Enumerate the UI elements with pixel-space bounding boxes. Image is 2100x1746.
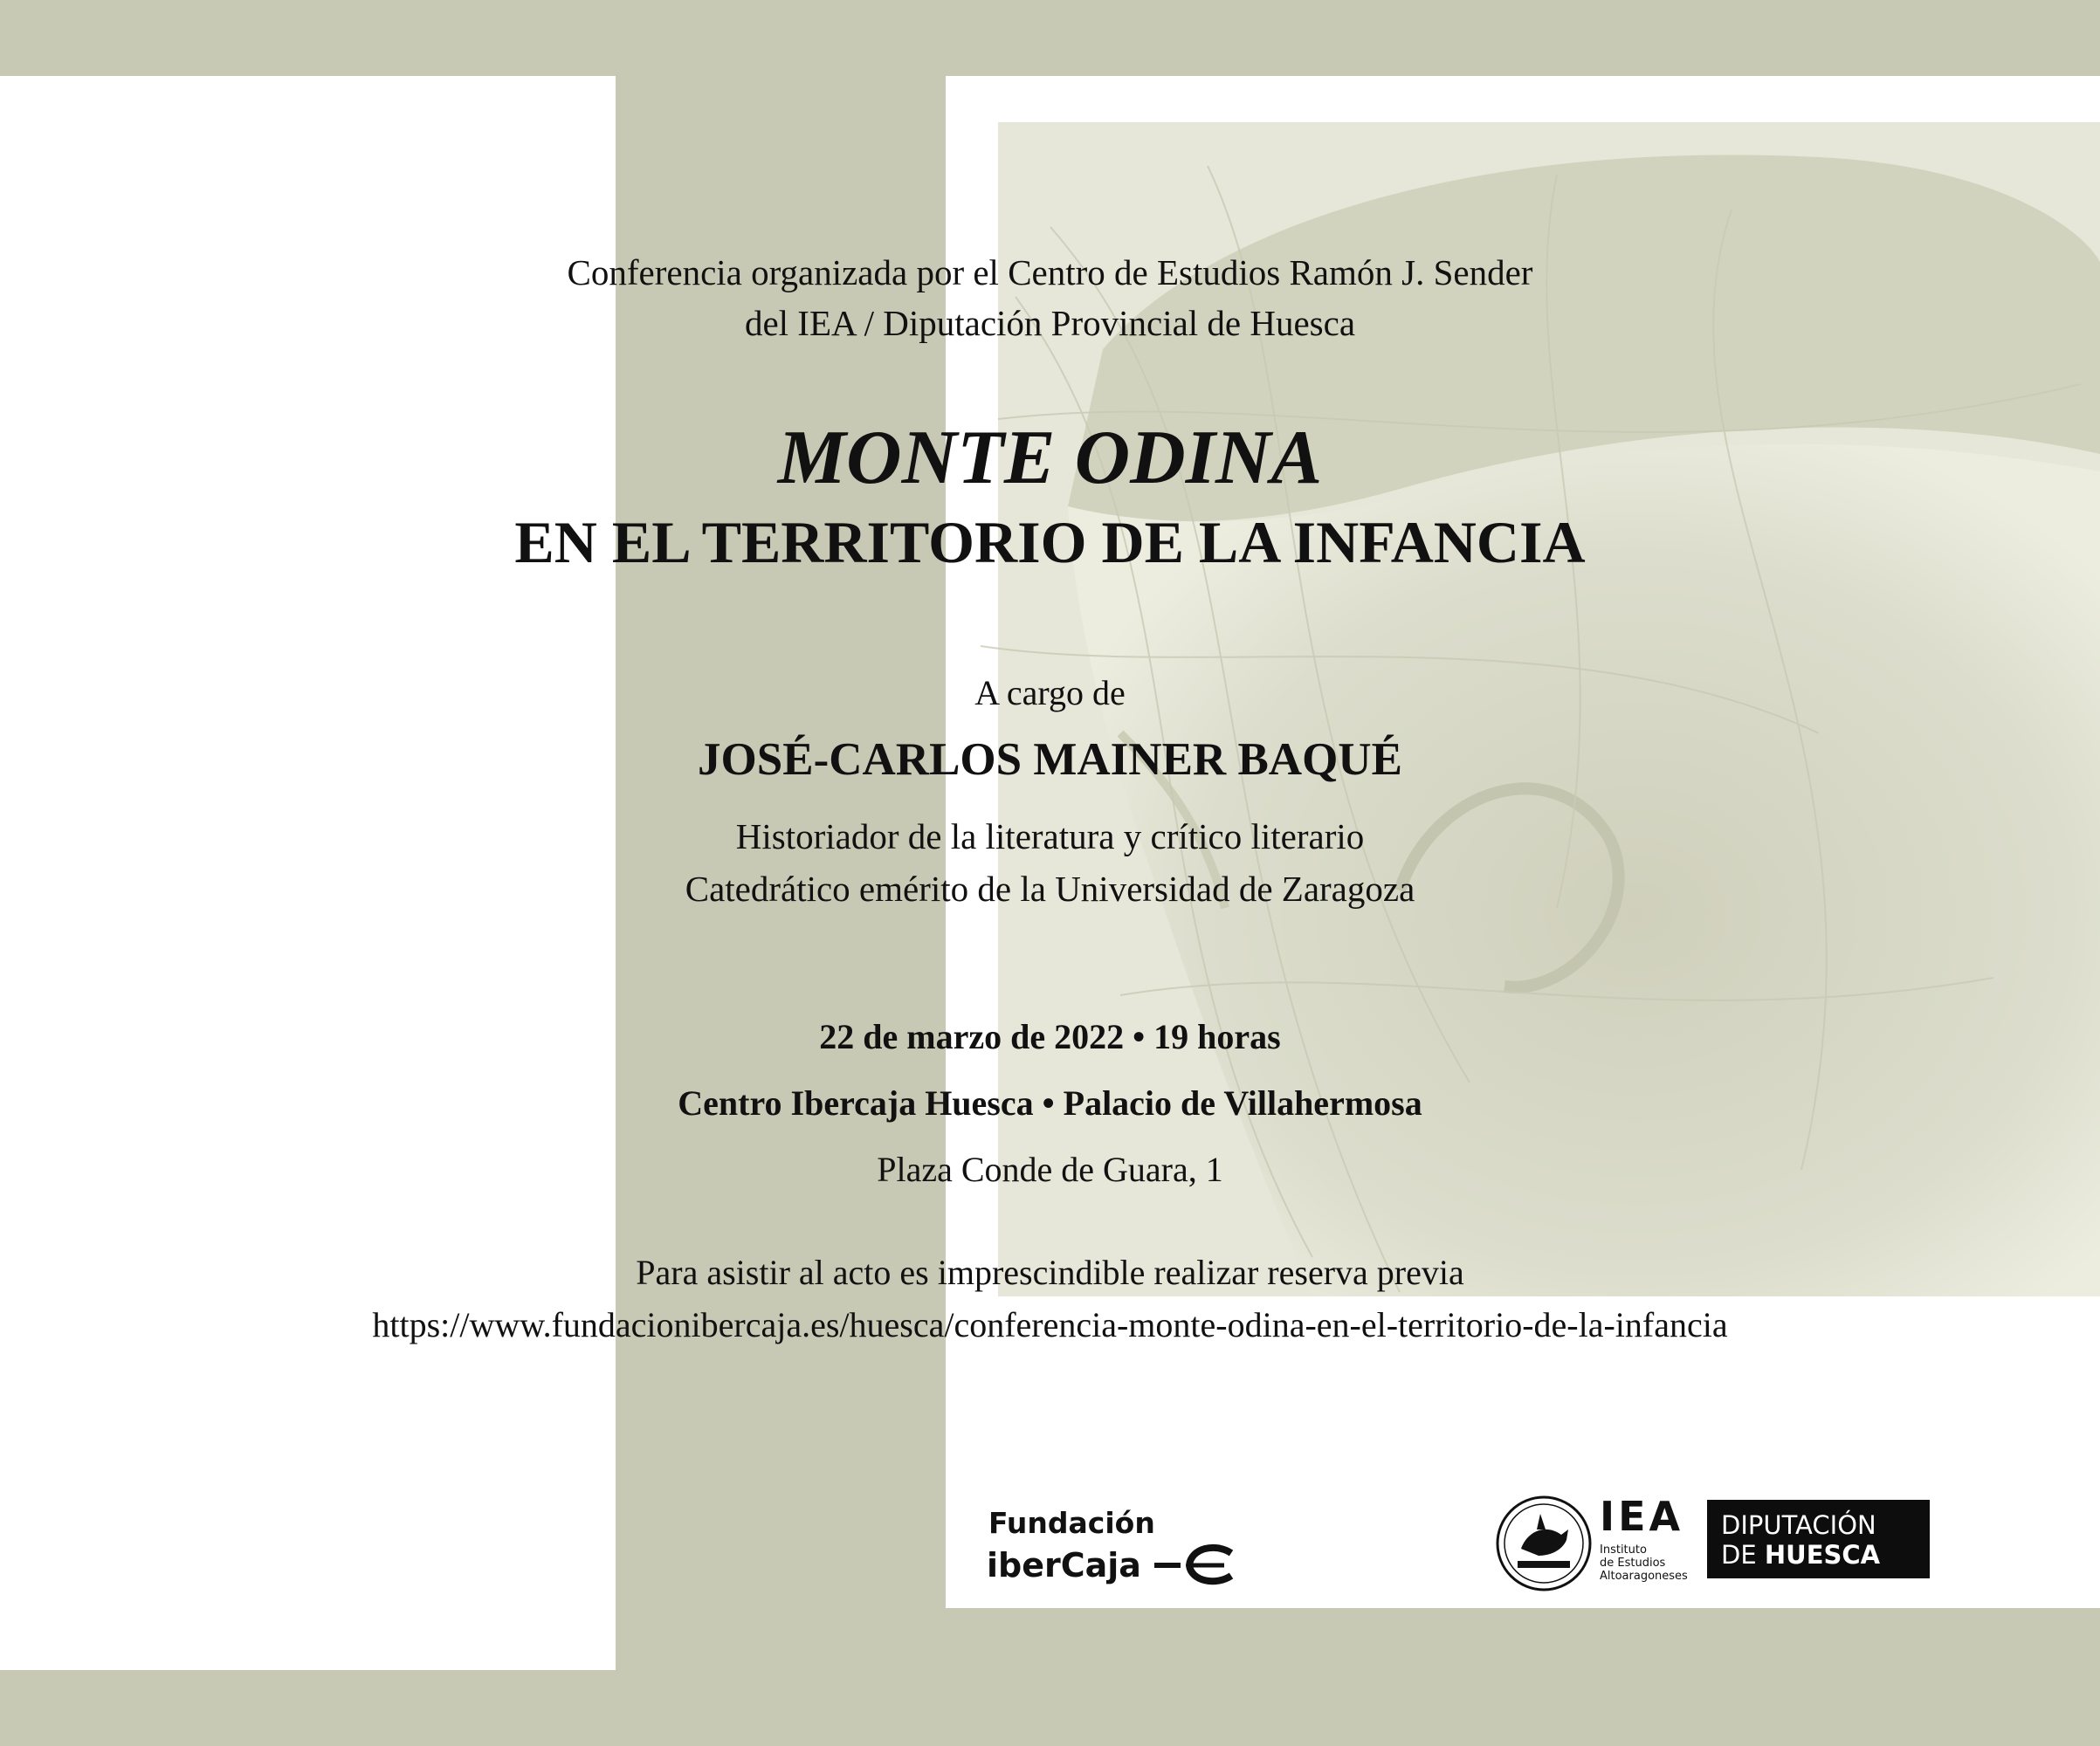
diputacion-line-1: DIPUTACIÓN [1721,1510,1876,1540]
iea-acronym: IEA [1600,1493,1684,1540]
organizer-line-2: del IEA / Diputación Provincial de Huesca [744,303,1356,343]
diputacion-line-2a: DE [1721,1540,1765,1570]
iea-name-line-1: Instituto [1600,1543,1647,1557]
speaker-name: JOSÉ-CARLOS MAINER BAQUÉ [698,734,1402,785]
event-venue: Centro Ibercaja Huesca • Palacio de Villahermosa [678,1083,1422,1123]
diputacion-line-2b: HUESCA [1764,1540,1881,1570]
event-subtitle: EN EL TERRITORIO DE LA INFANCIA [514,509,1586,575]
speaker-role-2: Catedrático emérito de la Universidad de Zaragoza [685,869,1415,909]
iea-name-line-2: de Estudios [1600,1557,1666,1570]
fundacion-logo-line-1: Fundación [988,1506,1155,1540]
organizer-line-1: Conferencia organizada por el Centro de Estudios Ramón J. Sender [567,252,1533,292]
event-address: Plaza Conde de Guara, 1 [877,1150,1223,1189]
diputacion-huesca-logo [1707,1500,1930,1578]
iea-name-line-3: Altoaragoneses [1600,1570,1688,1583]
event-title: MONTE ODINA [777,416,1323,500]
reservation-link[interactable]: https://www.fundacionibercaja.es/huesca/conferencia-monte-odina-en-el-territorio-de-la-infancia [372,1305,1728,1344]
fundacion-ibercaja-logo [987,1506,1249,1589]
event-datetime: 22 de marzo de 2022 • 19 horas [819,1017,1281,1056]
iea-seal-icon [1495,1495,1593,1592]
fundacion-logo-line-2: iberCaja [987,1546,1141,1584]
speaker-role-1: Historiador de la literatura y crítico literario [735,816,1365,856]
speaker-intro: A cargo de [974,673,1126,712]
iea-logo [1600,1493,1688,1583]
ibercaja-mark-icon [1154,1543,1242,1586]
reservation-note: Para asistir al acto es imprescindible realizar reserva previa [636,1253,1464,1292]
